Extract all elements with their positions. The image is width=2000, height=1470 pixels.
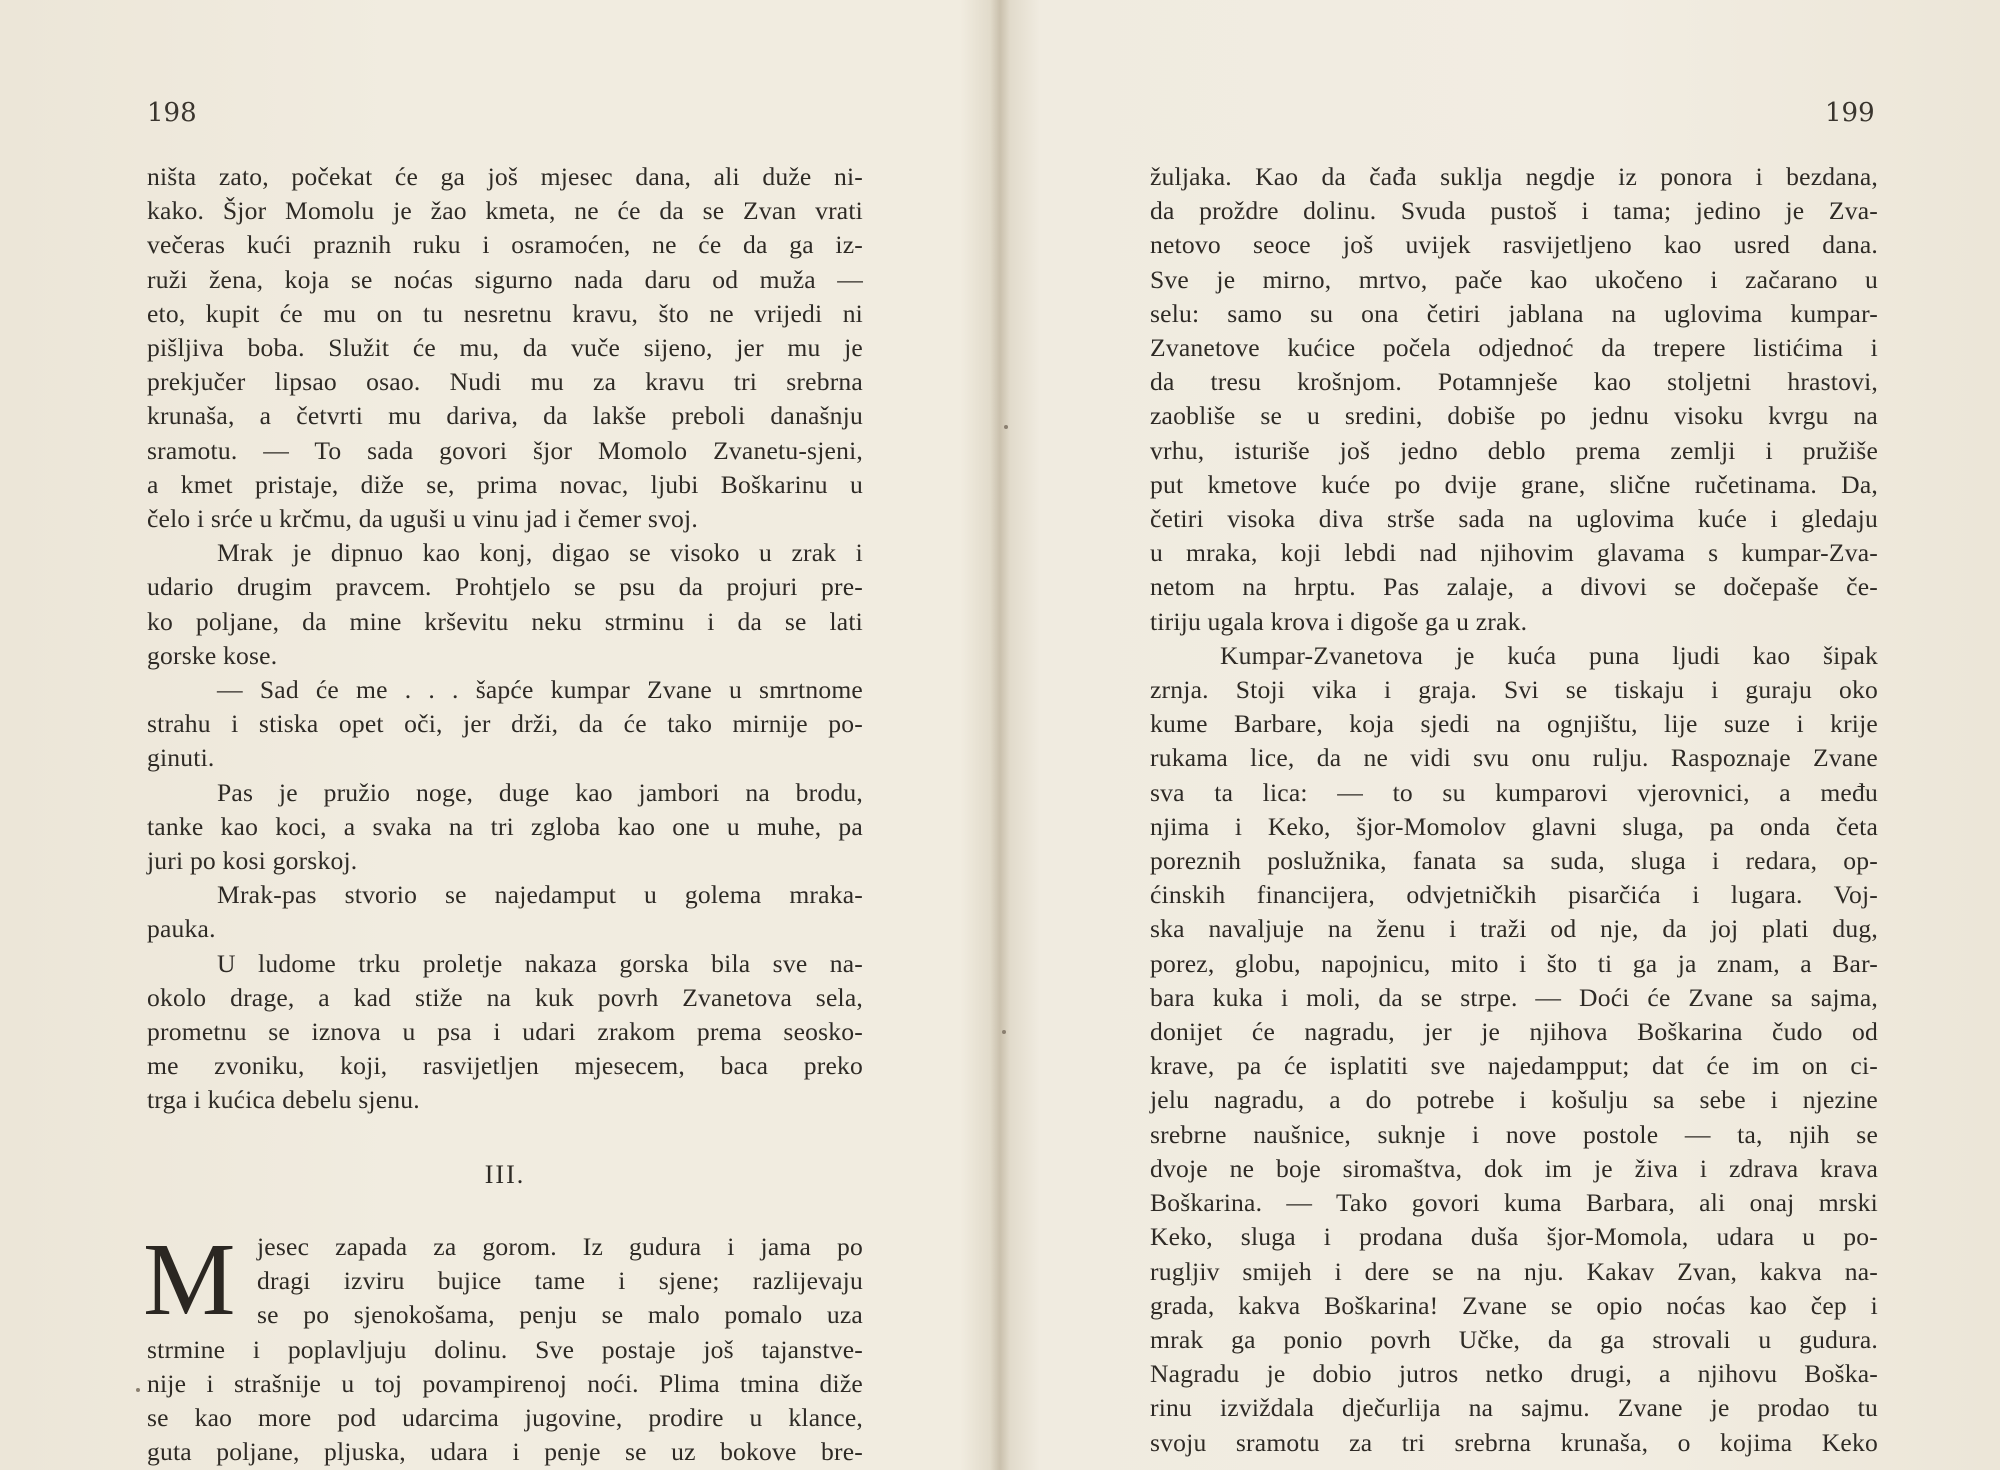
text-line: mrak ga ponio povrh Učke, da ga strovali u gudura.	[1150, 1324, 1878, 1354]
text-line: nije i strašnije u toj povampirenoj noći. Plima tmina diže	[147, 1368, 863, 1398]
text-line: Nagradu je dobio jutros netko drugi, a njihovu Boška-	[1150, 1359, 1878, 1389]
text-line: sramotu. — To sada govori šjor Momolo Zvanetu-sjeni,	[147, 435, 863, 465]
text-line: juri po kosi gorskoj.	[147, 846, 358, 876]
text-line: kako. Šjor Momolu je žao kmeta, ne će da se Zvan vrati	[147, 196, 863, 226]
text-line: ska navaljuje na ženu i traži od nje, da joj plati dug,	[1150, 914, 1878, 944]
text-line: netom na hrptu. Pas zalaje, a divovi se dočepaše če-	[1150, 572, 1878, 602]
text-line: poreznih poslužnika, fanata sa suda, sluga i redara, op-	[1150, 846, 1878, 876]
text-line: bara kuka i moli, da se strpe. — Doći će Zvane sa sajma,	[1150, 982, 1878, 1012]
text-line: donijet će nagradu, jer je njihova Boškarina čudo od	[1150, 1017, 1878, 1047]
text-line: se po sjenokošama, penju se malo pomalo uza	[257, 1300, 863, 1330]
text-line: ko poljane, da mine krševitu neku strminu i da se lati	[147, 606, 863, 636]
text-line: jelu nagradu, a do potrebe i košulju sa sebe i njezine	[1150, 1085, 1878, 1115]
book-gutter	[990, 0, 1010, 1470]
text-line: rukama lice, da ne vidi svu onu rulju. Raspoznaje Zvane	[1150, 743, 1878, 773]
text-line: trga i kućica debelu sjenu.	[147, 1085, 420, 1115]
drop-cap: M	[143, 1221, 236, 1337]
text-line: eto, kupit će mu on tu nesretnu kravu, što ne vrijedi ni	[147, 298, 863, 328]
text-line: ruži žena, koja se noćas sigurno nada daru od muža —	[147, 264, 863, 294]
print-speck	[1002, 1030, 1006, 1034]
text-line: okolo drage, a kad stiže na kuk povrh Zvanetova sela,	[147, 982, 863, 1012]
text-line: ćinskih financijera, odvjetničkih pisarčića i lugara. Voj-	[1150, 880, 1878, 910]
text-line: da tresu krošnjom. Potamnješe kao stoljetni hrastovi,	[1150, 367, 1878, 397]
text-line: večeras kući praznih ruku i osramoćen, ne će da ga iz-	[147, 230, 863, 260]
text-line: krunaša, a četvrti mu dariva, da lakše preboli današnju	[147, 401, 863, 431]
text-line: prekjučer lipsao osao. Nudi mu za kravu tri srebrna	[147, 367, 863, 397]
text-line: njima i Keko, šjor-Momolov glavni sluga, pa onda četa	[1150, 811, 1878, 841]
text-line: Sve je mirno, mrtvo, pače kao ukočeno i začarano u	[1150, 264, 1878, 294]
text-line: Mrak-pas stvorio se najedamput u golema mraka-	[217, 880, 863, 910]
text-line: Zvanetove kućice počela odjednoć da trepere listićima i	[1150, 333, 1878, 363]
text-line: gorske kose.	[147, 640, 278, 670]
text-line: Kumpar-Zvanetova je kuća puna ljudi kao šipak	[1220, 640, 1878, 670]
text-line: četiri visoka diva strše sada na uglovima kuće i gledaju	[1150, 504, 1878, 534]
text-line: rinu izviždala dječurlija na sajmu. Zvane je prodao tu	[1150, 1393, 1878, 1423]
text-line: sva ta lica: — to su kumparovi vjerovnici, a među	[1150, 777, 1878, 807]
text-line: me zvoniku, koji, rasvijetljen mjesecem, baca preko	[147, 1051, 863, 1081]
chapter-opening	[143, 1221, 863, 1469]
text-line: srebrne naušnice, suknje i nove postole — ta, njih se	[1150, 1119, 1878, 1149]
text-line: vrhu, isturiše još jedno deblo prema zemlji i pružiše	[1150, 435, 1878, 465]
text-line: u mraka, koji lebdi nad njihovim glavama s kumpar-Zva-	[1150, 538, 1878, 568]
right-page	[1010, 0, 2000, 1470]
left-body-after-heading	[147, 1230, 863, 1469]
print-speck	[136, 1388, 140, 1392]
left-page	[0, 0, 990, 1470]
text-line: guta poljane, pljuska, udara i penje se uz bokove bre-	[147, 1437, 863, 1467]
text-line: čelo i srće u krčmu, da uguši u vinu jad i čemer svoj.	[147, 504, 698, 534]
text-line: Mrak je dipnuo kao konj, digao se visoko u zrak i	[217, 538, 863, 568]
chapter-heading: III.	[484, 1159, 526, 1189]
page-number-right: 199	[1825, 98, 1875, 128]
text-line: U ludome trku proletje nakaza gorska bila sve na-	[217, 948, 863, 978]
right-page-text	[1150, 160, 1878, 1460]
text-line: se kao more pod udarcima jugovine, prodire u klance,	[147, 1402, 863, 1432]
text-line: selu: samo su ona četiri jablana na uglovima kumpar-	[1150, 298, 1878, 328]
text-line: svoju sramotu za tri srebrna krunaša, o kojima Keko	[1150, 1427, 1878, 1457]
text-line: porez, globu, napojnicu, mito i što ti ga ja znam, a Bar-	[1150, 948, 1878, 978]
page-number-left: 198	[147, 98, 197, 128]
text-line: ginuti.	[147, 743, 215, 773]
text-line: grada, kakva Boškarina! Zvane se opio noćas kao čep i	[1150, 1290, 1878, 1320]
text-line: Boškarina. — Tako govori kuma Barbara, ali onaj mrski	[1150, 1188, 1878, 1218]
text-line: pauka.	[147, 914, 216, 944]
text-line: Keko, sluga i prodana duša šjor-Momola, udara u po-	[1150, 1222, 1878, 1252]
text-line: pišljiva boba. Služit će mu, da vuče sijeno, jer mu je	[147, 333, 863, 363]
text-line: zrnja. Stoji vika i graja. Svi se tiskaju i guraju oko	[1150, 675, 1878, 705]
print-speck	[1004, 425, 1008, 429]
text-line: tiriju ugala krova i digoše ga u zrak.	[1150, 606, 1528, 636]
text-line: — Sad će me . . . šapće kumpar Zvane u smrtnome	[217, 675, 863, 705]
text-line: zaobliše se u sredini, dobiše po jednu visoku kvrgu na	[1150, 401, 1878, 431]
text-line: udario drugim pravcem. Prohtjelo se psu da projuri pre-	[147, 572, 863, 602]
text-line: ništa zato, počekat će ga još mjesec dana, ali duže ni-	[147, 162, 863, 191]
left-body-before-heading	[147, 160, 863, 1118]
left-page-text	[143, 160, 863, 1469]
text-line: strmine i poplavljuju dolinu. Sve postaje još tajanstve-	[147, 1334, 863, 1364]
text-line: a kmet pristaje, diže se, prima novac, ljubi Boškarinu u	[147, 469, 863, 499]
text-line: prometnu se iznova u psa i udari zrakom prema seosko-	[147, 1017, 863, 1047]
text-line: rugljiv smijeh i dere se na nju. Kakav Zvan, kakva na-	[1150, 1256, 1878, 1286]
text-line: dvoje ne boje siromaštva, dok im je živa i zdrava krava	[1150, 1153, 1878, 1183]
text-line: strahu i stiska opet oči, jer drži, da će tako mirnije po-	[147, 709, 863, 739]
text-line: jesec zapada za gorom. Iz gudura i jama po	[257, 1231, 863, 1261]
text-line: žuljaka. Kao da čađa suklja negdje iz ponora i bezdana,	[1150, 162, 1878, 191]
text-line: kume Barbare, koja sjedi na ognjištu, lije suze i krije	[1150, 709, 1878, 739]
text-line: Pas je pružio noge, duge kao jambori na brodu,	[217, 777, 863, 807]
right-body	[1150, 160, 1878, 1460]
text-line: netovo seoce još uvijek rasvijetljeno kao usred dana.	[1150, 230, 1878, 260]
text-line: krave, pa će isplatiti sve najedampput; dat će im on ci-	[1150, 1051, 1878, 1081]
text-line: da proždre dolinu. Svuda pustoš i tama; jedino je Zva-	[1150, 196, 1878, 226]
text-line: tanke kao koci, a svaka na tri zgloba kao one u muhe, pa	[147, 811, 863, 841]
text-line: put kmetove kuće po dvije grane, slične ručetinama. Da,	[1150, 469, 1878, 499]
text-line: dragi izviru bujice tame i sjene; razlijevaju	[257, 1266, 863, 1296]
